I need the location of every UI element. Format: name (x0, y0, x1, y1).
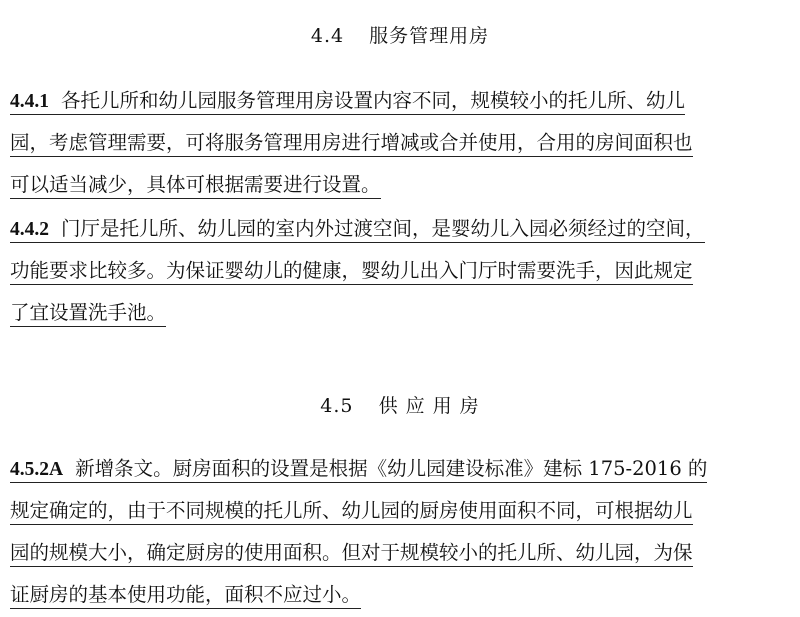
clause-text: 了宜设置洗手池。 (10, 301, 166, 327)
clause-4-4-1 (10, 80, 790, 206)
clause-number: 4.4.2 (10, 219, 49, 240)
clause-text: 可以适当减少，具体可根据需要进行设置。 (10, 173, 381, 199)
section-heading-4-5 (0, 394, 800, 418)
clause-line (10, 80, 790, 122)
clause-text: 门厅是托儿所、幼儿园的室内外过渡空间，是婴幼儿入园必须经过的空间， (61, 217, 705, 240)
clause-line (10, 164, 790, 206)
clause-number: 4.5.2A (10, 459, 64, 480)
clause-text: 园，考虑管理需要，可将服务管理用房进行增减或合并使用，合用的房间面积也 (10, 131, 693, 157)
section-number: 4.5 (320, 395, 354, 417)
clause-text: 园的规模大小，确定厨房的使用面积。但对于规模较小的托儿所、幼儿园，为保 (10, 541, 693, 567)
clause-text: 规定确定的，由于不同规模的托儿所、幼儿园的厨房使用面积不同，可根据幼儿 (10, 499, 693, 525)
clause-text: 功能要求比较多。为保证婴幼儿的健康，婴幼儿出入门厅时需要洗手，因此规定 (10, 259, 693, 285)
clause-line (10, 292, 790, 334)
clause-line (10, 532, 790, 574)
section-number: 4.4 (310, 25, 345, 47)
section-title: 供 应 用 房 (378, 395, 480, 417)
clause-4-5-2a (10, 448, 790, 616)
section-title: 服务管理用房 (369, 25, 490, 47)
clause-line (10, 250, 790, 292)
clause-text: 证厨房的基本使用功能，面积不应过小。 (10, 583, 361, 609)
section-heading-4-4 (0, 24, 800, 48)
clause-line (10, 208, 790, 250)
clause-4-4-2 (10, 208, 790, 334)
clause-line (10, 574, 790, 616)
clause-line (10, 122, 790, 164)
clause-line (10, 490, 790, 532)
clause-line (10, 448, 790, 490)
clause-text: 各托儿所和幼儿园服务管理用房设置内容不同，规模较小的托儿所、幼儿 (61, 89, 686, 112)
clause-text: 新增条文。厨房面积的设置是根据《幼儿园建设标准》建标 175-2016 的 (75, 457, 708, 480)
clause-number: 4.4.1 (10, 91, 49, 112)
